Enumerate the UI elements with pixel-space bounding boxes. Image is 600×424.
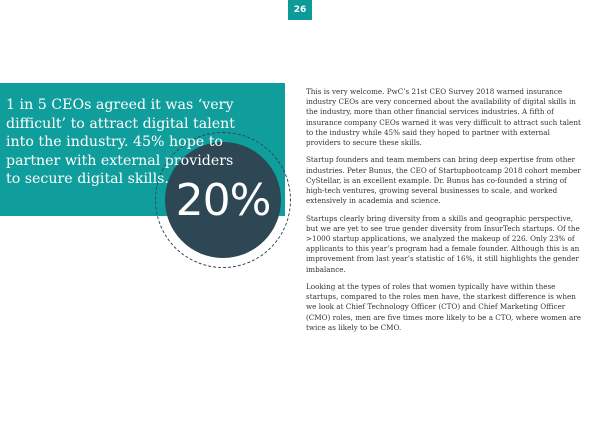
body-text-column	[306, 87, 583, 340]
page-number: 26	[288, 0, 312, 20]
body-paragraph: This is very welcome. PwC’s 21st CEO Survey 2018 warned insurance industry CEOs are very concerned about the availability of digital skills in the industry, more than other financial services industries. A fifth of insurance company CEOs warned it was very difficult to attract such talent to the industry while 45% said they hoped to partner with external providers to secure these skills.	[306, 87, 581, 148]
body-paragraph: Looking at the types of roles that women typically have within these startups, compared to the roles men have, the starkest difference is when we look at Chief Technology Officer (CTO) and Chief Marketing Officer (CMO) roles, men are five times more likely to be a CTO, where women are twice as likely to be CMO.	[306, 282, 582, 332]
callout-text: 1 in 5 CEOs agreed it was ‘very difficult’ to attract digital talent into the industry. 45% hope to partner with external providers to secure digital skills.	[6, 97, 235, 188]
stat-value: 20%	[175, 174, 271, 226]
body-paragraph: Startup founders and team members can bring deep expertise from other industries. Peter Bunus, the CEO of Startupbootcamp 2018 cohort member CyStellar, is an excellent example. Dr. Bunus has co-founded a string of high-tech ventures, growing several businesses to scale, and worked extensively in academia and science.	[306, 155, 581, 206]
body-paragraph: Startups clearly bring diversity from a skills and geographic perspective, but we are yet to see true gender diversity from InsurTech startups. Of the >1000 startup applications, we analyzed the makeup of 226. Only 23% of applicants to this year’s program had a female founder. Although this is an improvement from last year’s statistic of 16%, it still highlights the gender imbalance.	[306, 213, 580, 274]
